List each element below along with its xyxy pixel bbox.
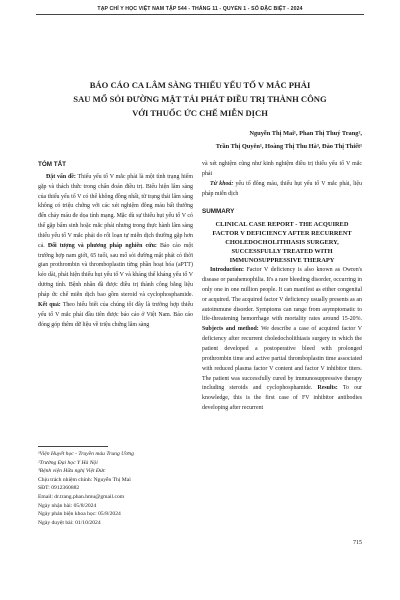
en-title: CLINICAL CASE REPORT - THE ACQUIRED FACTOR V DEFICIENCY AFTER RECURRENT CHOLEDOCHOLITHIASIS SURGERY, SUCCESSFULLY TREATED WITH IMMUNOSUPPRESSIVE THERAPY <box>212 221 352 265</box>
en-intro-text: Factor V deficiency is also known as Owren's disease or parahemophilia. It's a rare bleeding disorder, occurring in only one in one million people. It can manifest as either congenital or acquired. The acquired factor V deficiency usually presents as an autoimmune disorder. Symptoms can range from asymptomatic to life-threatening hemorrhage with mortality rates around 15-20%. <box>202 267 362 323</box>
header-divider <box>36 14 364 15</box>
vi-abstract-continued: và xét nghiệm cũng như kinh nghiệm điều trị thiếu yếu tố V mắc phải <box>202 161 362 177</box>
vi-keywords-label: Từ khoá: <box>210 180 234 187</box>
corresponding-author: Chịu trách nhiệm chính: Nguyễn Thị Mai <box>38 476 131 483</box>
vi-results-label: Kết quả: <box>38 301 61 308</box>
en-results-text: To our knowledge, this is the first case of FV inhibitor antibodies developing after recurrent <box>202 385 362 412</box>
vi-keywords <box>202 180 362 200</box>
en-intro-label: Introduction: <box>210 267 244 274</box>
vi-method-text: Báo cáo một trường hợp nam giới, 65 tuổi, sau mổ sỏi đường mật phát có thời gian prothrombin và thromboplastin từng phần hoạt hóa (aPTT) kéo dài, phát hiện thiếu hụt yếu tố V và kháng thể kháng yếu tố V dương tính. Bệnh nhân đã được điều trị thành công bằng liệu pháp ức chế miễn dịch bao gồm steroid và cyclophosphamide. <box>38 242 193 298</box>
affiliation-3: ³Bệnh viện Hữu nghị Việt Đức <box>38 468 106 475</box>
vi-keywords-text: yếu tố đông máu, thiếu hụt yếu tố V mắc phải, liệu pháp miễn dịch <box>202 180 362 197</box>
title-line-1: BÁO CÁO CA LÂM SÀNG THIẾU YẾU TỐ V MẮC PHẢI <box>89 80 311 90</box>
journal-header: TẠP CHÍ Y HỌC VIỆT NAM TẬP 544 - THÁNG 11 - QUYỂN 1 - SỐ ĐẶC BIỆT - 2024 <box>97 6 303 12</box>
title-line-3: VỚI THUỐC ỨC CHẾ MIỄN DỊCH <box>132 108 268 118</box>
vi-abstract-paragraph <box>38 173 193 331</box>
en-method-label: Subjects and method: <box>202 326 259 333</box>
en-results-label: Results: <box>317 385 338 392</box>
vi-method-label: Đối tượng và phương pháp nghiên cứu: <box>47 242 157 249</box>
footnotes <box>38 450 193 527</box>
right-column <box>202 160 362 414</box>
vi-results-text: Theo hiểu biết của chúng tôi đây là trường hợp thiếu yếu tố V mắc phải đầu tiên được báo cáo ở Việt Nam. Báo cáo đóng góp thêm dữ liệu về triệu chứng lâm sàng <box>38 301 194 328</box>
en-method-text: We describe a case of acquired factor V deficiency after recurrent choledocholithiasis surgery in which the patient developed a postoperative bleed with prolonged prothrombin time and active partial thromboplastin time associated with reduced plasma factor V content and factor V inhibitor titers. The patient was successfully cured by immunosuppressive therapy including steroids and cyclophosphamide. <box>202 326 362 392</box>
affiliation-1: ¹Viện Huyết học - Truyền máu Trung Ương <box>38 451 134 457</box>
date-accepted: Ngày duyệt bài: 01/10/2024 <box>38 519 101 526</box>
footnote-divider <box>38 446 108 447</box>
title-line-2: SAU MỔ SỎI ĐƯỜNG MẬT TÁI PHÁT ĐIỀU TRỊ THÀNH CÔNG <box>73 94 327 104</box>
left-column <box>38 160 193 330</box>
spacer <box>202 199 362 207</box>
vi-intro-label: Đặt vấn đề: <box>46 173 76 180</box>
email: Email: dr.trang.phan.hmu@gmail.com <box>38 493 125 500</box>
vi-abstract-heading: TÓM TẮT <box>38 161 66 168</box>
authors-line-2: Trần Thị Quyên¹, Hoàng Thị Thu Hà³, Đào Thị Thiết¹ <box>215 142 362 150</box>
vi-intro-text: Thiếu yếu tố V mắc phải là một tình trạng hiếm gặp và thách thức trong chẩn đoán điều trị. Biểu hiện lâm sàng của thiếu yếu tố V có thể không đồng nhất, từ trạng thái lâm sàng không có triệu chứng với các xét nghiệm đông máu bất thường đến chảy máu đe dọa tính mạng. Mặc dù sự thiếu hụt yếu tố V có thể gặp bẩm sinh hoặc mắc phải nhưng trong thực hành lâm sàng thiếu yếu tố V mắc phải do rối loạn tự miễn dịch thường gặp hơn cả. <box>38 173 193 249</box>
en-summary-paragraph <box>202 266 362 414</box>
article-title <box>50 78 350 120</box>
date-received: Ngày nhận bài: 05/8/2024 <box>38 502 97 509</box>
phone: SĐT: 0912360882 <box>38 485 80 492</box>
date-reviewed: Ngày phản biện khoa học: 05/8/2024 <box>38 511 121 518</box>
author-list <box>62 128 362 153</box>
page-number: 715 <box>353 540 362 546</box>
en-summary-heading: SUMMARY <box>202 208 235 216</box>
authors-line-1: Nguyễn Thị Mai¹, Phan Thị Thuý Trang², <box>249 130 362 137</box>
affiliation-2: ²Trường Đại học Y Hà Nội <box>38 459 98 466</box>
